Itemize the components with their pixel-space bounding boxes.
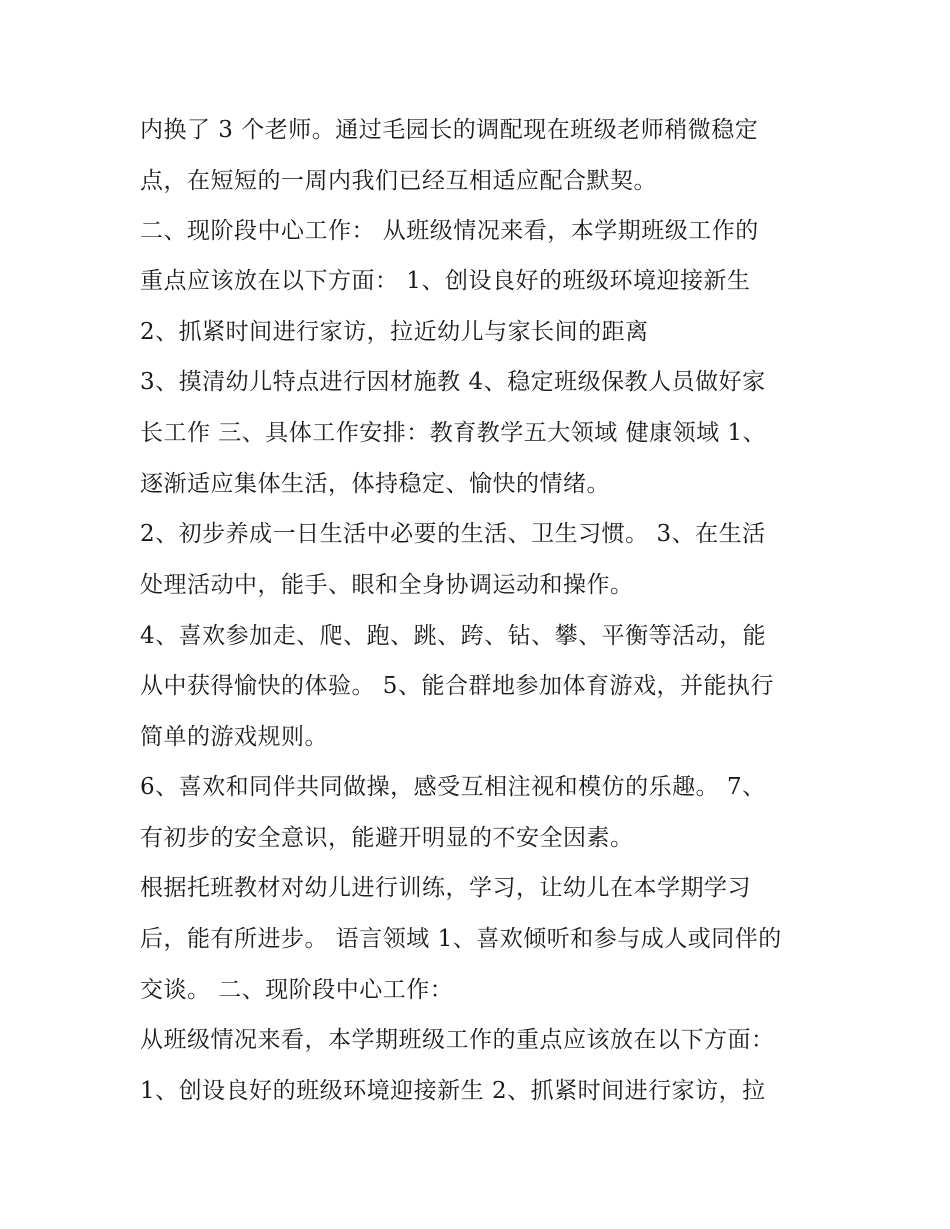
text-line: 长工作 三、具体工作安排：教育教学五大领域 健康领域 1、 xyxy=(140,420,767,446)
text-line: 2、抓紧时间进行家访，拉近幼儿与家长间的距离 xyxy=(140,319,649,345)
text-line: 点，在短短的一周内我们已经互相适应配合默契。 xyxy=(140,168,657,194)
text-line: 3、摸清幼儿特点进行因材施教 4、稳定班级保教人员做好家 xyxy=(140,369,766,395)
text-line: 6、喜欢和同伴共同做操，感受互相注视和模仿的乐趣。 7、 xyxy=(140,774,766,800)
text-line: 2、初步养成一日生活中必要的生活、卫生习惯。 3、在生活 xyxy=(140,521,766,547)
text-line: 后，能有所进步。 语言领域 1、喜欢倾听和参与成人或同伴的 xyxy=(140,926,782,952)
text-line: 有初步的安全意识，能避开明显的不安全因素。 xyxy=(140,825,634,851)
text-line: 二、现阶段中心工作： 从班级情况来看，本学期班级工作的 xyxy=(140,218,759,244)
text-line: 简单的游戏规则。 xyxy=(140,724,328,750)
text-line: 重点应该放在以下方面： 1、创设良好的班级环境迎接新生 xyxy=(140,268,751,294)
text-line: 4、喜欢参加走、爬、跑、跳、跨、钻、攀、平衡等活动，能 xyxy=(140,623,767,649)
text-line: 从中获得愉快的体验。 5、能合群地参加体育游戏，并能执行 xyxy=(140,673,774,699)
text-line: 交谈。 二、现阶段中心工作： xyxy=(140,977,454,1003)
text-line: 从班级情况来看，本学期班级工作的重点应该放在以下方面： xyxy=(140,1027,775,1053)
text-line: 1、创设良好的班级环境迎接新生 2、抓紧时间进行家访，拉 xyxy=(140,1078,766,1104)
text-line: 根据托班教材对幼儿进行训练，学习，让幼儿在本学期学习 xyxy=(140,875,751,901)
text-line: 逐渐适应集体生活，体持稳定、愉快的情绪。 xyxy=(140,471,610,497)
text-line: 处理活动中，能手、眼和全身协调运动和操作。 xyxy=(140,572,634,598)
text-line: 内换了 3 个老师。通过毛园长的调配现在班级老师稍微稳定 xyxy=(140,117,759,143)
